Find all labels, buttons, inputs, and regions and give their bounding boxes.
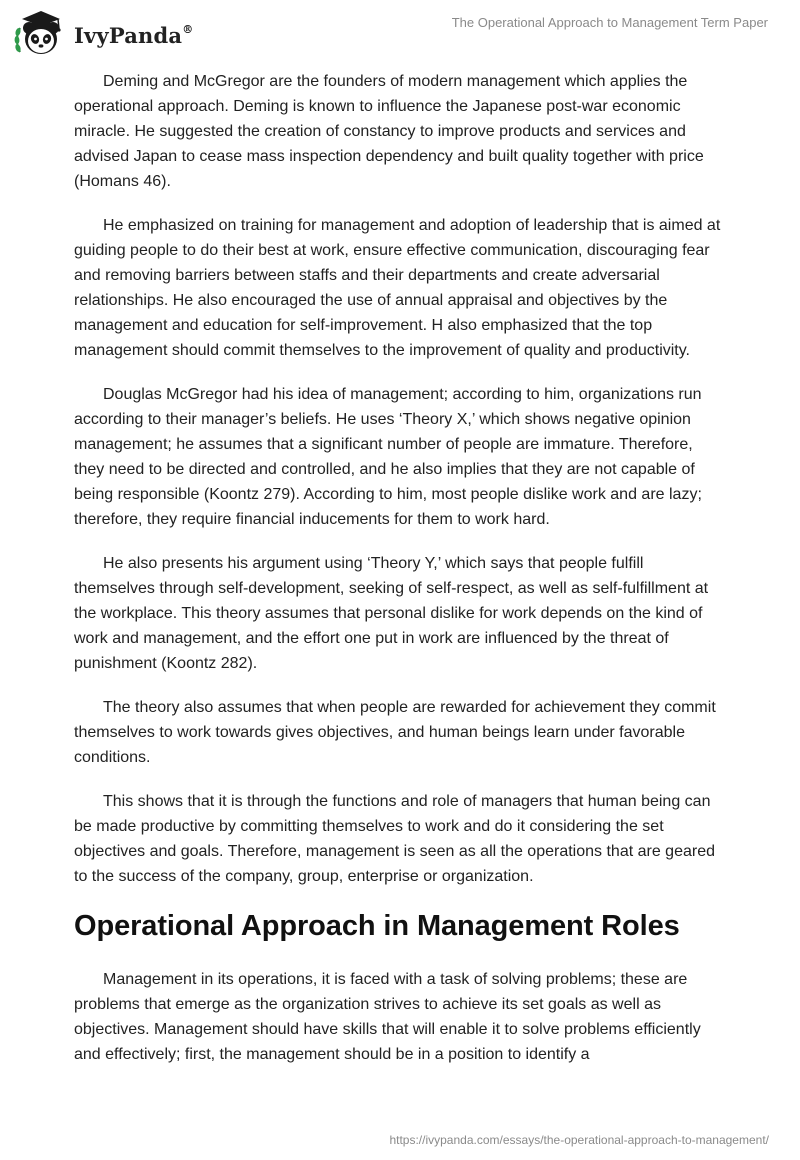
paragraph-3: Douglas McGregor had his idea of management; according to him, organizations run according to their manager’s beliefs. He uses ‘Theory X,’ which shows negative opinion management; he assumes that a significant number of people are immature. Therefore, they need to be directed and controlled, and he also implies that they are not capable of being responsible (Koontz 279). According to him, most people dislike work and are lazy; therefore, they require financial inducements for them to work hard. xyxy=(74,386,702,528)
registered-mark: ® xyxy=(182,22,194,36)
paragraph-1: Deming and McGregor are the founders of modern management which applies the operational approach. Deming is known to influence the Japanese post-war economic miracle. He suggested the creation of constancy to improve products and services and advised Japan to cease mass inspection dependency and built quality together with price (Homans 46). xyxy=(74,73,704,190)
article-body xyxy=(74,69,726,1086)
source-url-link[interactable]: https://ivypanda.com/essays/the-operational-approach-to-management/ xyxy=(389,1133,769,1147)
paragraph-2: He emphasized on training for management and adoption of leadership that is aimed at guiding people to do their best at work, ensure effective communication, discouraging fear and removing barriers between staffs and their departments and create adversarial relationships. He also encouraged the use of annual appraisal and objectives by the management and education for self-improvement. H also emphasized that the top management should commit themselves to the improvement of quality and productivity. xyxy=(74,217,721,359)
paragraph-6: This shows that it is through the functions and role of managers that human being can be made productive by committing themselves to work and do it considering the set objectives and goals. Therefore, management is seen as all the operations that are geared to the success of the company, group, enterprise or organization. xyxy=(74,793,715,885)
panda-graduate-icon xyxy=(14,8,68,58)
ivypanda-logo[interactable] xyxy=(14,8,193,58)
document-title: The Operational Approach to Management Term Paper xyxy=(451,15,768,30)
page-header xyxy=(0,0,800,70)
paragraph-4: He also presents his argument using ‘Theory Y,’ which says that people fulfill themselves through self-development, seeking of self-respect, as well as self-fulfillment at the workplace. This theory assumes that personal dislike for work depends on the kind of work and management, and the effort one put in work are influenced by the threat of punishment (Koontz 282). xyxy=(74,555,709,672)
paragraph-5: The theory also assumes that when people are rewarded for achievement they commit themselves to work towards gives objectives, and human beings learn under favorable conditions. xyxy=(74,699,716,766)
logo-text: IvyPanda® xyxy=(74,22,194,48)
paragraph-7: Management in its operations, it is faced with a task of solving problems; these are problems that emerge as the organization strives to achieve its set goals as well as objectives. Management should have skills that will enable it to solve problems efficiently and effectively; first, the management should be in a position to identify a xyxy=(74,971,701,1063)
section-heading: Operational Approach in Management Roles xyxy=(74,910,680,942)
